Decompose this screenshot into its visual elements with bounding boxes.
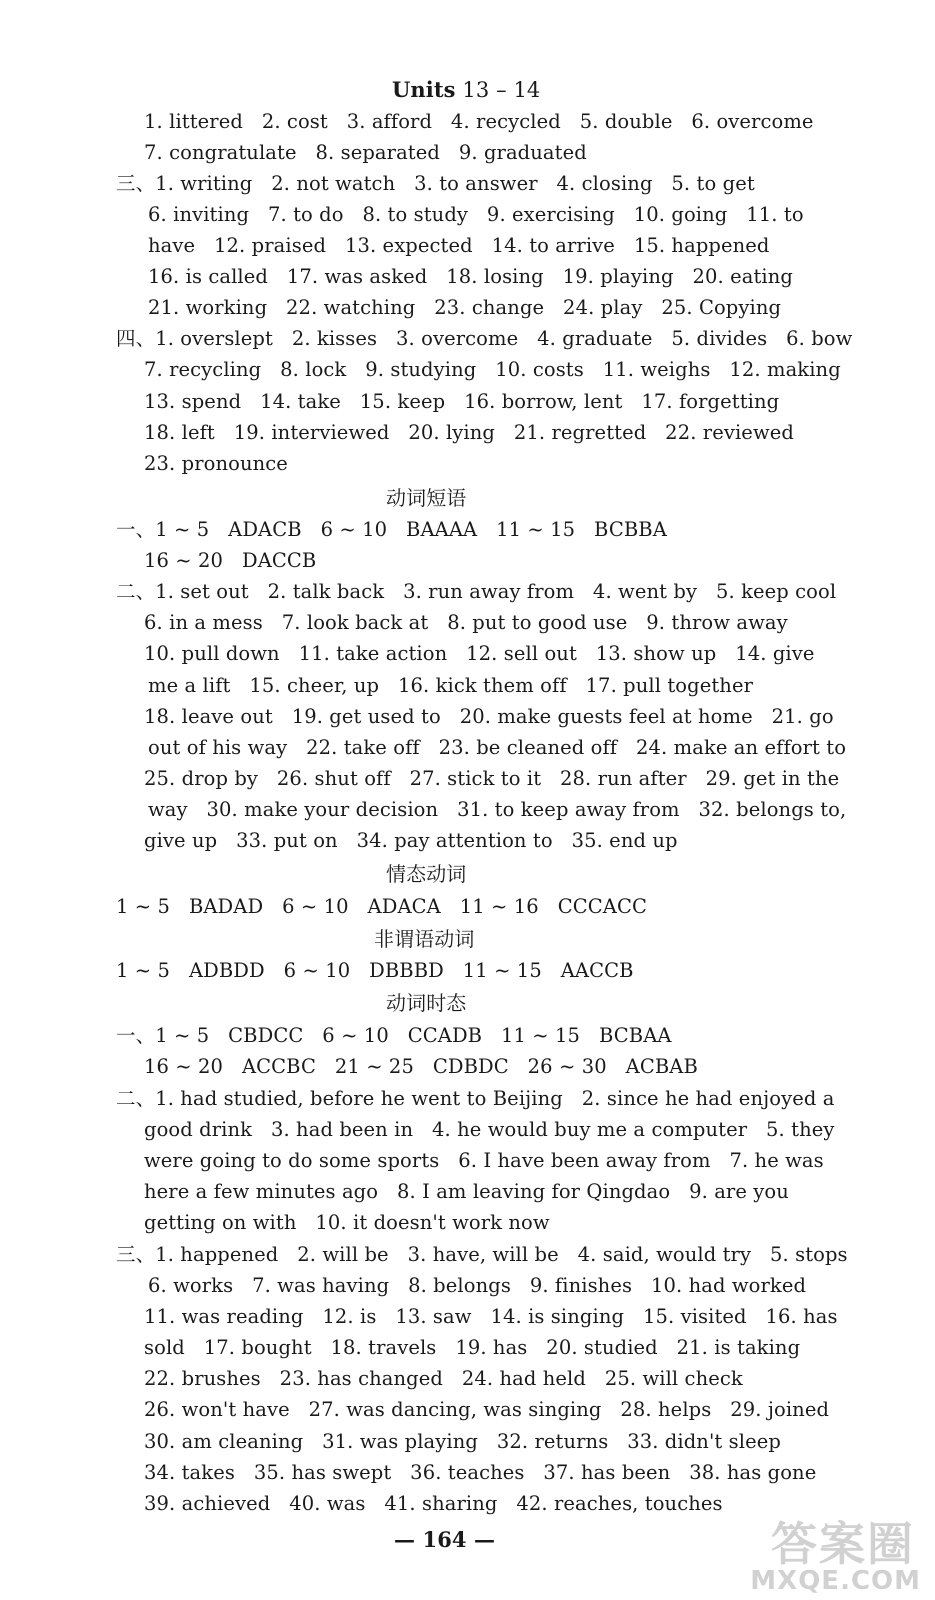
answer-line: 13. spend 14. take 15. keep 16. borrow, lent 17. forgetting xyxy=(144,390,780,413)
answer-line: out of his way 22. take off 23. be cleaned off 24. make an effort to xyxy=(148,736,847,759)
answer-line: 21. working 22. watching 23. change 24. play 25. Copying xyxy=(148,296,782,319)
answer-line: 25. drop by 26. shut off 27. stick to it 28. run after 29. get in the xyxy=(144,767,840,790)
answer-line: 18. leave out 19. get used to 20. make guests feel at home 21. go xyxy=(144,705,834,728)
answer-line: me a lift 15. cheer, up 16. kick them off 17. pull together xyxy=(148,674,754,697)
section-heading-modal-verbs: 情态动词 xyxy=(386,862,467,886)
watermark-en: MXQE.COM xyxy=(750,1566,921,1596)
answer-line: 18. left 19. interviewed 20. lying 21. regretted 22. reviewed xyxy=(144,421,794,444)
answer-line: getting on with 10. it doesn't work now xyxy=(144,1211,550,1234)
answer-line: good drink 3. had been in 4. he would buy me a computer 5. they xyxy=(144,1118,835,1141)
answer-line: give up 33. put on 34. pay attention to 35. end up xyxy=(144,829,678,852)
answer-line: were going to do some sports 6. I have been away from 7. he was xyxy=(144,1149,824,1172)
answer-line: 1. littered 2. cost 3. afford 4. recycled 5. double 6. overcome xyxy=(144,110,814,133)
answer-line: 23. pronounce xyxy=(144,452,288,475)
answer-line: 16 ~ 20 ACCBC 21 ~ 25 CDBDC 26 ~ 30 ACBAB xyxy=(144,1055,698,1078)
section-heading-verb-phrases: 动词短语 xyxy=(386,486,467,510)
answer-line: 四、1. overslept 2. kisses 3. overcome 4. graduate 5. divides 6. bow xyxy=(116,327,853,350)
answer-line: 6. inviting 7. to do 8. to study 9. exercising 10. going 11. to xyxy=(148,203,804,226)
answer-line: 二、1. set out 2. talk back 3. run away from 4. went by 5. keep cool xyxy=(116,580,837,603)
answer-line: 一、1 ~ 5 CBDCC 6 ~ 10 CCADB 11 ~ 15 BCBAA xyxy=(116,1024,672,1047)
answer-line: 6. in a mess 7. look back at 8. put to good use 9. throw away xyxy=(144,611,788,634)
section-heading-nonfinite-verbs: 非谓语动词 xyxy=(374,927,475,951)
units-heading: Units 13 – 14 xyxy=(392,77,541,102)
answer-line: 三、1. happened 2. will be 3. have, will be 4. said, would try 5. stops xyxy=(116,1243,848,1266)
answer-line: 6. works 7. was having 8. belongs 9. finishes 10. had worked xyxy=(148,1274,807,1297)
watermark-cn: 答案圈 xyxy=(771,1517,915,1571)
watermark-logo xyxy=(729,1508,929,1596)
answer-line: 1 ~ 5 ADBDD 6 ~ 10 DBBBD 11 ~ 15 AACCB xyxy=(116,959,634,982)
answer-line: way 30. make your decision 31. to keep away from 32. belongs to, xyxy=(148,798,847,821)
answer-line: 7. recycling 8. lock 9. studying 10. costs 11. weighs 12. making xyxy=(144,358,841,381)
answer-line: 三、1. writing 2. not watch 3. to answer 4. closing 5. to get xyxy=(116,172,755,195)
page-number: — 164 — xyxy=(394,1527,496,1552)
answer-line: 34. takes 35. has swept 36. teaches 37. has been 38. has gone xyxy=(144,1461,817,1484)
answer-line: 16 ~ 20 DACCB xyxy=(144,549,317,572)
answer-line: 11. was reading 12. is 13. saw 14. is singing 15. visited 16. has xyxy=(144,1305,838,1328)
answer-line: 16. is called 17. was asked 18. losing 19. playing 20. eating xyxy=(148,265,793,288)
answer-line: 7. congratulate 8. separated 9. graduated xyxy=(144,141,587,164)
answer-line: 22. brushes 23. has changed 24. had held 25. will check xyxy=(144,1367,743,1390)
answer-line: here a few minutes ago 8. I am leaving for Qingdao 9. are you xyxy=(144,1180,789,1203)
answer-line: 30. am cleaning 31. was playing 32. returns 33. didn't sleep xyxy=(144,1430,781,1453)
answer-line: have 12. praised 13. expected 14. to arrive 15. happened xyxy=(148,234,770,257)
answer-line: 39. achieved 40. was 41. sharing 42. reaches, touches xyxy=(144,1492,723,1515)
answer-line: 10. pull down 11. take action 12. sell out 13. show up 14. give xyxy=(144,642,815,665)
answer-line: 二、1. had studied, before he went to Beijing 2. since he had enjoyed a xyxy=(116,1087,835,1110)
answer-line: sold 17. bought 18. travels 19. has 20. studied 21. is taking xyxy=(144,1336,801,1359)
answer-line: 1 ~ 5 BADAD 6 ~ 10 ADACA 11 ~ 16 CCCACC xyxy=(116,895,647,918)
section-heading-verb-tenses: 动词时态 xyxy=(386,991,467,1015)
answer-line: 一、1 ~ 5 ADACB 6 ~ 10 BAAAA 11 ~ 15 BCBBA xyxy=(116,518,667,541)
answer-line: 26. won't have 27. was dancing, was singing 28. helps 29. joined xyxy=(144,1398,830,1421)
